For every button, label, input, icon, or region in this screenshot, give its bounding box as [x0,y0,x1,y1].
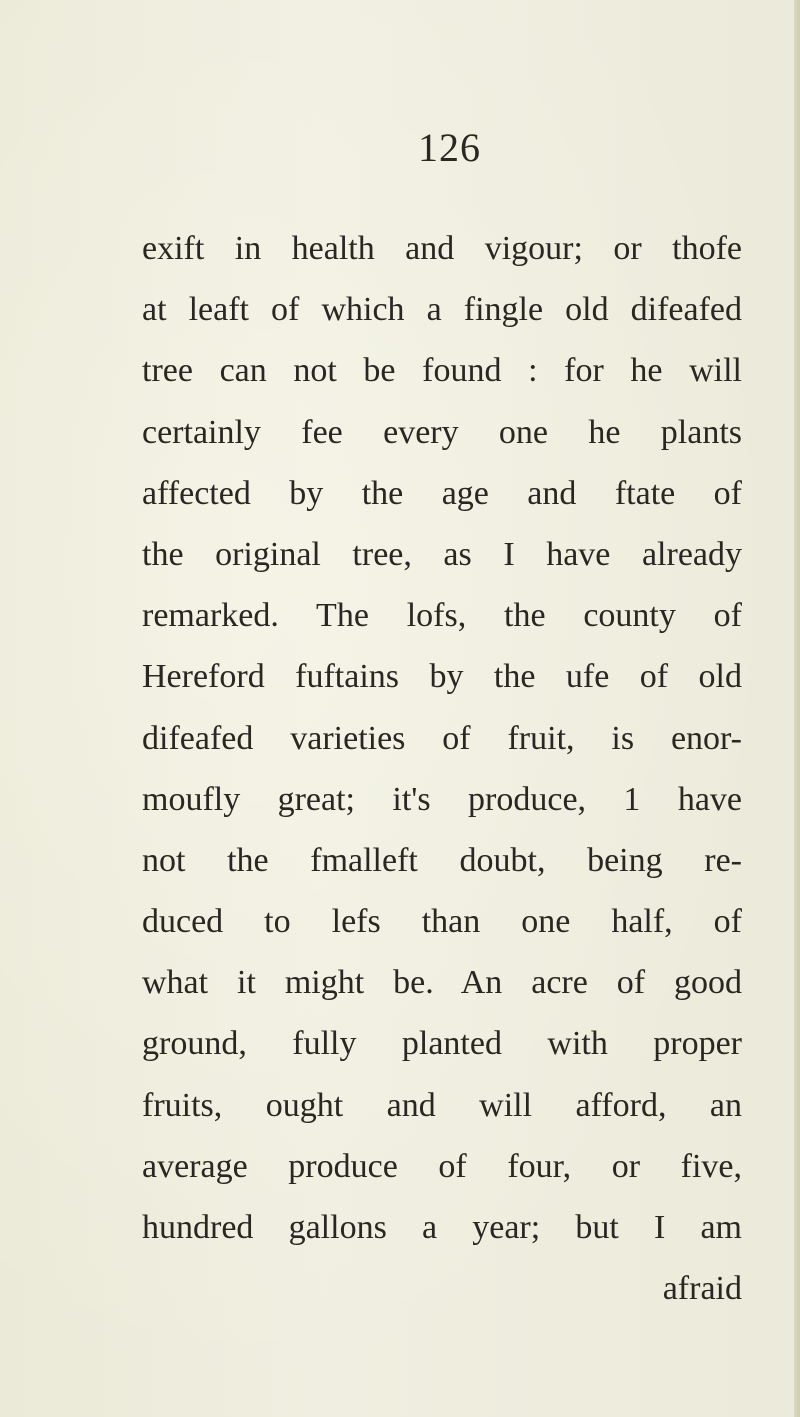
text-line: affected by the age and ftate of [142,474,742,512]
text-line: remarked. The lofs, the county of [142,597,742,635]
text-line: at leaft of which a fingle old difeafed [142,291,742,329]
text-line: the original tree, as I have already [142,535,742,573]
text-line: moufly great; it's produce, 1 have [142,780,742,818]
text-line: duced to lefs than one half, of [142,903,742,941]
text-line: fruits, ought and will afford, an [142,1086,742,1124]
text-line: not the fmalleft doubt, being re- [142,841,742,879]
text-line: ground, fully planted with proper [142,1025,742,1063]
text-line: certainly fee every one he plants [142,413,742,451]
text-line: average produce of four, or five, [142,1147,742,1185]
text-line: tree can not be found : for he will [142,352,742,390]
body-text [142,218,742,1319]
page-number: 126 [418,125,481,170]
text-line: difeafed varieties of fruit, is enor- [142,719,742,757]
catchword: afraid [662,1270,742,1308]
text-line: hundred gallons a year; but I am [142,1209,742,1246]
page-edge [794,0,800,1417]
text-line: Hereford fuftains by the ufe of old [142,658,742,696]
text-line: exift in health and vigour; or thofe [142,230,742,267]
text-line: what it might be. An acre of good [142,964,742,1002]
